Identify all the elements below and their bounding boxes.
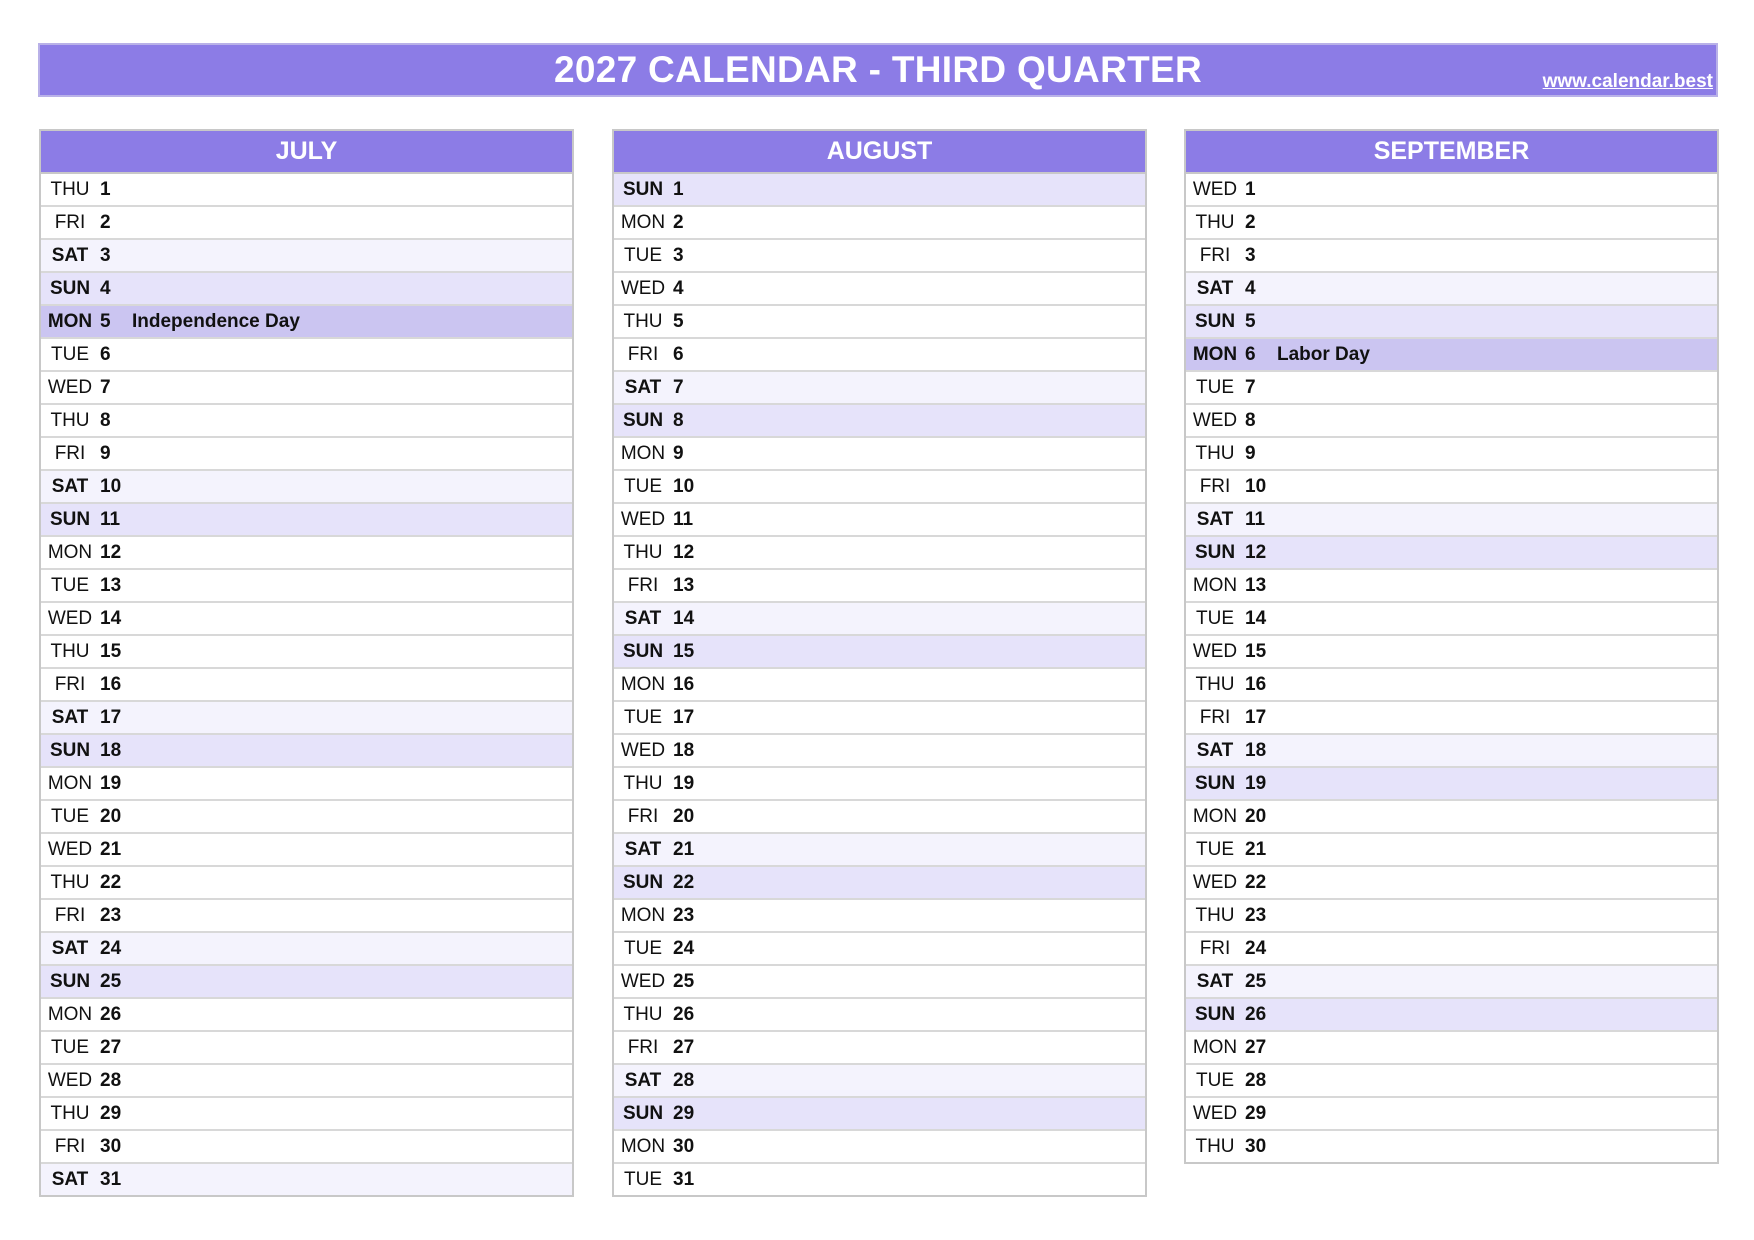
day-row <box>1186 997 1717 1030</box>
day-of-week: SAT <box>1196 971 1234 992</box>
day-number: 29 <box>100 1103 122 1124</box>
day-row <box>1186 1096 1717 1129</box>
day-row <box>1186 1063 1717 1096</box>
day-of-week: SUN <box>49 509 91 530</box>
event-label: Independence Day <box>132 311 300 332</box>
day-number: 19 <box>673 773 695 794</box>
day-of-week: SAT <box>51 1169 89 1190</box>
day-of-week: SUN <box>622 410 664 431</box>
day-number: 4 <box>673 278 684 299</box>
day-row <box>1186 601 1717 634</box>
day-row <box>1186 535 1717 568</box>
website-link[interactable]: www.calendar.best <box>1542 71 1713 92</box>
day-number: 14 <box>1245 608 1267 629</box>
day-number: 23 <box>1245 905 1267 926</box>
day-number: 13 <box>673 575 695 596</box>
day-row <box>41 931 572 964</box>
day-of-week: SUN <box>1194 1004 1236 1025</box>
day-of-week: TUE <box>1196 377 1234 398</box>
day-row <box>1186 304 1717 337</box>
day-row <box>41 898 572 931</box>
day-of-week: SAT <box>624 839 662 860</box>
day-number: 20 <box>1245 806 1267 827</box>
day-row <box>41 832 572 865</box>
day-row <box>41 1129 572 1162</box>
month-header: JULY <box>41 131 572 174</box>
day-number: 4 <box>100 278 111 299</box>
day-of-week: SAT <box>1196 278 1234 299</box>
day-number: 6 <box>673 344 684 365</box>
day-number: 1 <box>1245 179 1256 200</box>
day-row <box>614 964 1145 997</box>
day-of-week: FRI <box>627 575 659 596</box>
day-of-week: SUN <box>49 740 91 761</box>
day-of-week: TUE <box>51 1037 89 1058</box>
day-of-week: TUE <box>624 476 662 497</box>
day-row <box>614 469 1145 502</box>
day-number: 10 <box>1245 476 1267 497</box>
day-of-week: SAT <box>51 245 89 266</box>
day-of-week: MON <box>47 311 93 332</box>
day-number: 28 <box>100 1070 122 1091</box>
day-of-week: THU <box>1195 674 1235 695</box>
day-row <box>41 733 572 766</box>
day-number: 10 <box>100 476 122 497</box>
day-row <box>1186 799 1717 832</box>
day-of-week: MON <box>47 1004 93 1025</box>
day-of-week: THU <box>50 179 90 200</box>
day-row <box>1186 403 1717 436</box>
day-of-week: TUE <box>624 1169 662 1190</box>
day-row <box>614 370 1145 403</box>
day-of-week: MON <box>620 674 666 695</box>
day-of-week: SUN <box>49 278 91 299</box>
day-of-week: SUN <box>49 971 91 992</box>
day-row <box>41 964 572 997</box>
day-number: 28 <box>1245 1070 1267 1091</box>
day-of-week: THU <box>1195 443 1235 464</box>
day-number: 17 <box>673 707 695 728</box>
day-row <box>41 865 572 898</box>
day-row <box>614 1063 1145 1096</box>
day-number: 13 <box>100 575 122 596</box>
day-number: 8 <box>1245 410 1256 431</box>
day-number: 3 <box>100 245 111 266</box>
day-row <box>41 997 572 1030</box>
day-number: 30 <box>673 1136 695 1157</box>
day-of-week: FRI <box>54 212 86 233</box>
day-number: 15 <box>100 641 122 662</box>
month-august <box>612 129 1147 1197</box>
day-of-week: FRI <box>54 443 86 464</box>
day-number: 30 <box>100 1136 122 1157</box>
day-of-week: FRI <box>54 674 86 695</box>
day-row <box>614 865 1145 898</box>
day-number: 2 <box>1245 212 1256 233</box>
day-row <box>41 1063 572 1096</box>
day-row <box>1186 700 1717 733</box>
day-of-week: MON <box>620 212 666 233</box>
day-of-week: THU <box>1195 212 1235 233</box>
event-label: Labor Day <box>1277 344 1370 365</box>
day-of-week: SUN <box>1194 542 1236 563</box>
month-july <box>39 129 574 1197</box>
day-number: 12 <box>673 542 695 563</box>
day-number: 16 <box>100 674 122 695</box>
day-of-week: WED <box>620 740 666 761</box>
day-of-week: MON <box>47 773 93 794</box>
day-of-week: SAT <box>51 938 89 959</box>
day-row <box>614 271 1145 304</box>
day-number: 21 <box>1245 839 1267 860</box>
day-of-week: FRI <box>627 806 659 827</box>
day-number: 18 <box>673 740 695 761</box>
day-number: 7 <box>100 377 111 398</box>
day-of-week: SUN <box>1194 311 1236 332</box>
day-of-week: SAT <box>1196 740 1234 761</box>
day-row <box>1186 667 1717 700</box>
day-of-week: THU <box>50 410 90 431</box>
day-number: 11 <box>673 509 694 530</box>
day-number: 7 <box>1245 377 1256 398</box>
day-row <box>41 667 572 700</box>
day-row <box>614 733 1145 766</box>
day-of-week: FRI <box>54 1136 86 1157</box>
day-row <box>614 931 1145 964</box>
day-number: 30 <box>1245 1136 1267 1157</box>
day-row <box>614 898 1145 931</box>
day-row <box>1186 370 1717 403</box>
day-number: 8 <box>100 410 111 431</box>
day-of-week: WED <box>47 608 93 629</box>
day-number: 5 <box>673 311 684 332</box>
day-number: 31 <box>100 1169 122 1190</box>
day-of-week: WED <box>1192 641 1238 662</box>
day-row <box>614 799 1145 832</box>
day-of-week: FRI <box>1199 707 1231 728</box>
day-row <box>1186 238 1717 271</box>
day-of-week: FRI <box>54 905 86 926</box>
day-number: 26 <box>673 1004 695 1025</box>
day-of-week: WED <box>1192 872 1238 893</box>
day-row <box>41 1162 572 1195</box>
day-number: 19 <box>100 773 122 794</box>
day-of-week: TUE <box>51 806 89 827</box>
day-of-week: SUN <box>622 179 664 200</box>
day-of-week: MON <box>1192 575 1238 596</box>
day-number: 1 <box>100 179 111 200</box>
day-row <box>1186 931 1717 964</box>
day-number: 21 <box>673 839 695 860</box>
day-number: 17 <box>100 707 122 728</box>
day-of-week: TUE <box>1196 608 1234 629</box>
day-of-week: MON <box>620 905 666 926</box>
day-number: 2 <box>673 212 684 233</box>
day-row <box>1186 205 1717 238</box>
calendar-title: 2027 CALENDAR - THIRD QUARTER <box>553 49 1203 90</box>
day-of-week: FRI <box>1199 245 1231 266</box>
day-of-week: TUE <box>51 344 89 365</box>
day-number: 25 <box>100 971 122 992</box>
day-number: 24 <box>1245 938 1267 959</box>
day-row <box>41 1030 572 1063</box>
day-of-week: SAT <box>624 1070 662 1091</box>
day-row <box>614 766 1145 799</box>
day-of-week: MON <box>620 1136 666 1157</box>
day-of-week: WED <box>620 278 666 299</box>
day-row <box>614 667 1145 700</box>
day-number: 14 <box>100 608 122 629</box>
day-number: 22 <box>673 872 695 893</box>
day-of-week: TUE <box>624 245 662 266</box>
day-number: 3 <box>1245 245 1256 266</box>
day-number: 9 <box>100 443 111 464</box>
month-header: AUGUST <box>614 131 1145 174</box>
day-row <box>614 436 1145 469</box>
day-of-week: THU <box>50 872 90 893</box>
day-of-week: THU <box>50 641 90 662</box>
day-number: 10 <box>673 476 695 497</box>
month-header: SEPTEMBER <box>1186 131 1717 174</box>
day-of-week: MON <box>620 443 666 464</box>
day-of-week: WED <box>620 971 666 992</box>
day-row <box>41 403 572 436</box>
day-row <box>614 634 1145 667</box>
day-row <box>41 568 572 601</box>
day-row <box>1186 964 1717 997</box>
day-number: 29 <box>1245 1103 1267 1124</box>
day-row <box>614 238 1145 271</box>
day-number: 20 <box>673 806 695 827</box>
calendar-title-bar <box>38 43 1718 97</box>
month-days <box>614 174 1145 1195</box>
day-number: 22 <box>1245 872 1267 893</box>
day-number: 16 <box>1245 674 1267 695</box>
day-row <box>614 700 1145 733</box>
day-of-week: FRI <box>627 1037 659 1058</box>
day-number: 21 <box>100 839 122 860</box>
day-of-week: TUE <box>624 938 662 959</box>
day-row <box>1186 733 1717 766</box>
day-row <box>41 766 572 799</box>
day-number: 7 <box>673 377 684 398</box>
day-of-week: THU <box>1195 1136 1235 1157</box>
day-row <box>1186 766 1717 799</box>
day-of-week: WED <box>47 377 93 398</box>
day-number: 5 <box>100 311 111 332</box>
day-of-week: WED <box>1192 179 1238 200</box>
day-of-week: MON <box>1192 806 1238 827</box>
day-row <box>41 502 572 535</box>
day-row <box>614 403 1145 436</box>
day-row <box>41 271 572 304</box>
month-days <box>41 174 572 1195</box>
day-of-week: THU <box>1195 905 1235 926</box>
day-of-week: SAT <box>51 476 89 497</box>
day-number: 5 <box>1245 311 1256 332</box>
day-number: 12 <box>100 542 122 563</box>
day-of-week: SAT <box>624 377 662 398</box>
day-row <box>614 1096 1145 1129</box>
day-of-week: FRI <box>627 344 659 365</box>
day-of-week: MON <box>1192 344 1238 365</box>
day-number: 2 <box>100 212 111 233</box>
day-row <box>41 799 572 832</box>
day-number: 6 <box>100 344 111 365</box>
day-number: 15 <box>673 641 695 662</box>
day-number: 31 <box>673 1169 695 1190</box>
day-row <box>41 601 572 634</box>
day-number: 27 <box>1245 1037 1267 1058</box>
day-row <box>41 370 572 403</box>
day-of-week: SAT <box>51 707 89 728</box>
day-row <box>41 304 572 337</box>
day-row <box>41 535 572 568</box>
day-of-week: THU <box>50 1103 90 1124</box>
day-row <box>614 535 1145 568</box>
day-number: 28 <box>673 1070 695 1091</box>
day-number: 18 <box>100 740 122 761</box>
day-row <box>1186 436 1717 469</box>
day-row <box>41 238 572 271</box>
day-row <box>41 205 572 238</box>
day-of-week: TUE <box>1196 1070 1234 1091</box>
day-number: 17 <box>1245 707 1267 728</box>
day-of-week: FRI <box>1199 938 1231 959</box>
day-row <box>41 634 572 667</box>
day-of-week: SUN <box>1194 773 1236 794</box>
day-number: 29 <box>673 1103 695 1124</box>
day-number: 26 <box>100 1004 122 1025</box>
day-number: 26 <box>1245 1004 1267 1025</box>
day-row <box>1186 174 1717 205</box>
day-of-week: THU <box>623 1004 663 1025</box>
day-of-week: MON <box>1192 1037 1238 1058</box>
day-row <box>1186 634 1717 667</box>
day-row <box>614 1129 1145 1162</box>
day-of-week: TUE <box>624 707 662 728</box>
day-row <box>1186 898 1717 931</box>
day-number: 25 <box>673 971 695 992</box>
day-row <box>614 502 1145 535</box>
day-number: 1 <box>673 179 684 200</box>
day-number: 12 <box>1245 542 1267 563</box>
day-of-week: THU <box>623 542 663 563</box>
day-number: 19 <box>1245 773 1267 794</box>
day-of-week: FRI <box>1199 476 1231 497</box>
day-row <box>614 304 1145 337</box>
day-row <box>1186 502 1717 535</box>
day-of-week: WED <box>47 839 93 860</box>
day-number: 18 <box>1245 740 1267 761</box>
day-of-week: SUN <box>622 641 664 662</box>
day-row <box>1186 469 1717 502</box>
day-number: 11 <box>1245 509 1266 530</box>
day-row <box>1186 865 1717 898</box>
month-days <box>1186 174 1717 1162</box>
day-row <box>614 174 1145 205</box>
day-of-week: WED <box>1192 1103 1238 1124</box>
day-row <box>41 174 572 205</box>
day-row <box>614 337 1145 370</box>
day-row <box>614 1030 1145 1063</box>
day-row <box>41 1096 572 1129</box>
day-of-week: SAT <box>624 608 662 629</box>
day-row <box>41 469 572 502</box>
day-number: 13 <box>1245 575 1267 596</box>
day-number: 11 <box>100 509 121 530</box>
day-of-week: SAT <box>1196 509 1234 530</box>
day-of-week: WED <box>1192 410 1238 431</box>
day-row <box>41 436 572 469</box>
day-row <box>1186 271 1717 304</box>
day-of-week: WED <box>620 509 666 530</box>
day-row <box>614 601 1145 634</box>
day-number: 8 <box>673 410 684 431</box>
day-row <box>614 568 1145 601</box>
month-september <box>1184 129 1719 1164</box>
day-number: 24 <box>673 938 695 959</box>
day-row <box>1186 832 1717 865</box>
day-of-week: SUN <box>622 1103 664 1124</box>
day-of-week: MON <box>47 542 93 563</box>
day-number: 27 <box>100 1037 122 1058</box>
day-row <box>614 1162 1145 1195</box>
day-number: 9 <box>673 443 684 464</box>
day-number: 25 <box>1245 971 1267 992</box>
day-row <box>1186 568 1717 601</box>
day-number: 6 <box>1245 344 1256 365</box>
day-of-week: THU <box>623 773 663 794</box>
day-of-week: THU <box>623 311 663 332</box>
day-number: 15 <box>1245 641 1267 662</box>
day-number: 27 <box>673 1037 695 1058</box>
day-row <box>1186 337 1717 370</box>
day-row <box>614 205 1145 238</box>
day-number: 14 <box>673 608 695 629</box>
day-number: 24 <box>100 938 122 959</box>
day-number: 22 <box>100 872 122 893</box>
day-of-week: TUE <box>51 575 89 596</box>
day-number: 4 <box>1245 278 1256 299</box>
day-row <box>41 700 572 733</box>
day-row <box>614 832 1145 865</box>
day-number: 23 <box>100 905 122 926</box>
day-of-week: TUE <box>1196 839 1234 860</box>
day-number: 3 <box>673 245 684 266</box>
day-row <box>41 337 572 370</box>
day-row <box>1186 1129 1717 1162</box>
day-number: 23 <box>673 905 695 926</box>
day-number: 20 <box>100 806 122 827</box>
day-row <box>1186 1030 1717 1063</box>
day-number: 9 <box>1245 443 1256 464</box>
day-row <box>614 997 1145 1030</box>
day-number: 16 <box>673 674 695 695</box>
day-of-week: SUN <box>622 872 664 893</box>
day-of-week: WED <box>47 1070 93 1091</box>
